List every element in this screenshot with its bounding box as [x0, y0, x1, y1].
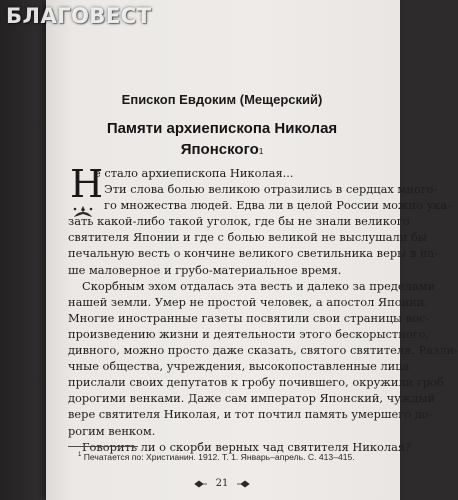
body-line: дивного, можно просто даже сказать, святого святителя. Разли-	[68, 343, 458, 358]
body-line: печальную весть о кончине великого светильника веры в на-	[68, 246, 439, 261]
title-line-1: Памяти архиепископа Николая	[106, 120, 338, 137]
footnote-mark: 1	[78, 452, 82, 459]
body-line: вере святителя Николая, и тот почтил память умершего до-	[68, 407, 433, 422]
body-line: чные общества, учреждения, высокопоставленные лица	[68, 359, 410, 374]
page-number-row	[52, 478, 392, 489]
body-line: произведению жизни и деятельности этого бескорыстного,	[68, 326, 430, 341]
body-line: нашей земли. Умер не простой человек, а апостол Японии.	[68, 294, 428, 309]
footnote-text: Печатается по: Христианин. 1912. Т. 1. Январь–апрель. С. 413–415.	[83, 452, 355, 462]
body-line: зать какой-либо такой уголок, где бы не знали великого	[68, 214, 410, 229]
body-line: е стало архиепископа Николая...	[94, 166, 294, 180]
left-fleuron-icon	[194, 480, 208, 488]
watermark: БЛАГОВЕСТ	[6, 4, 152, 28]
body-line: Говорить ли о скорби верных чад святителя Николая?	[82, 439, 412, 454]
author-heading: Епископ Евдоким (Мещерский)	[121, 92, 323, 107]
body-line: го множества людей. Едва ли в целой России можно ука-	[104, 198, 452, 213]
body-line: дорогими венками. Даже сам император Японский, чуждый	[68, 391, 436, 406]
body-line: Скорбным эхом отдалась эта весть и далеко за пределами	[82, 278, 436, 293]
page-title	[52, 118, 392, 160]
title-line-2: Японского	[180, 141, 259, 158]
body-line: Эти слова болью великою отразились в сердцах много-	[104, 182, 438, 197]
footnote-divider	[68, 446, 138, 447]
article-body	[68, 162, 458, 455]
title-footnote-mark: 1	[258, 147, 264, 156]
footnote	[78, 452, 378, 462]
page-number: 21	[215, 478, 229, 489]
body-line: Многие иностранные газеты посвятили свои страницы вос-	[68, 310, 430, 325]
title-line-2-wrap	[52, 139, 392, 160]
body-line: святителя Японии и где с болью великой не выслушали бы	[68, 230, 427, 245]
body-line: рогим венком.	[68, 423, 156, 438]
right-fleuron-icon	[236, 480, 250, 488]
drop-cap-letter: Н	[70, 162, 104, 206]
body-line: ше маловерное и грубо-материальное время.	[68, 262, 342, 277]
body-line: прислали своих депутатов к гробу почившего, окружили гроб	[68, 375, 444, 390]
